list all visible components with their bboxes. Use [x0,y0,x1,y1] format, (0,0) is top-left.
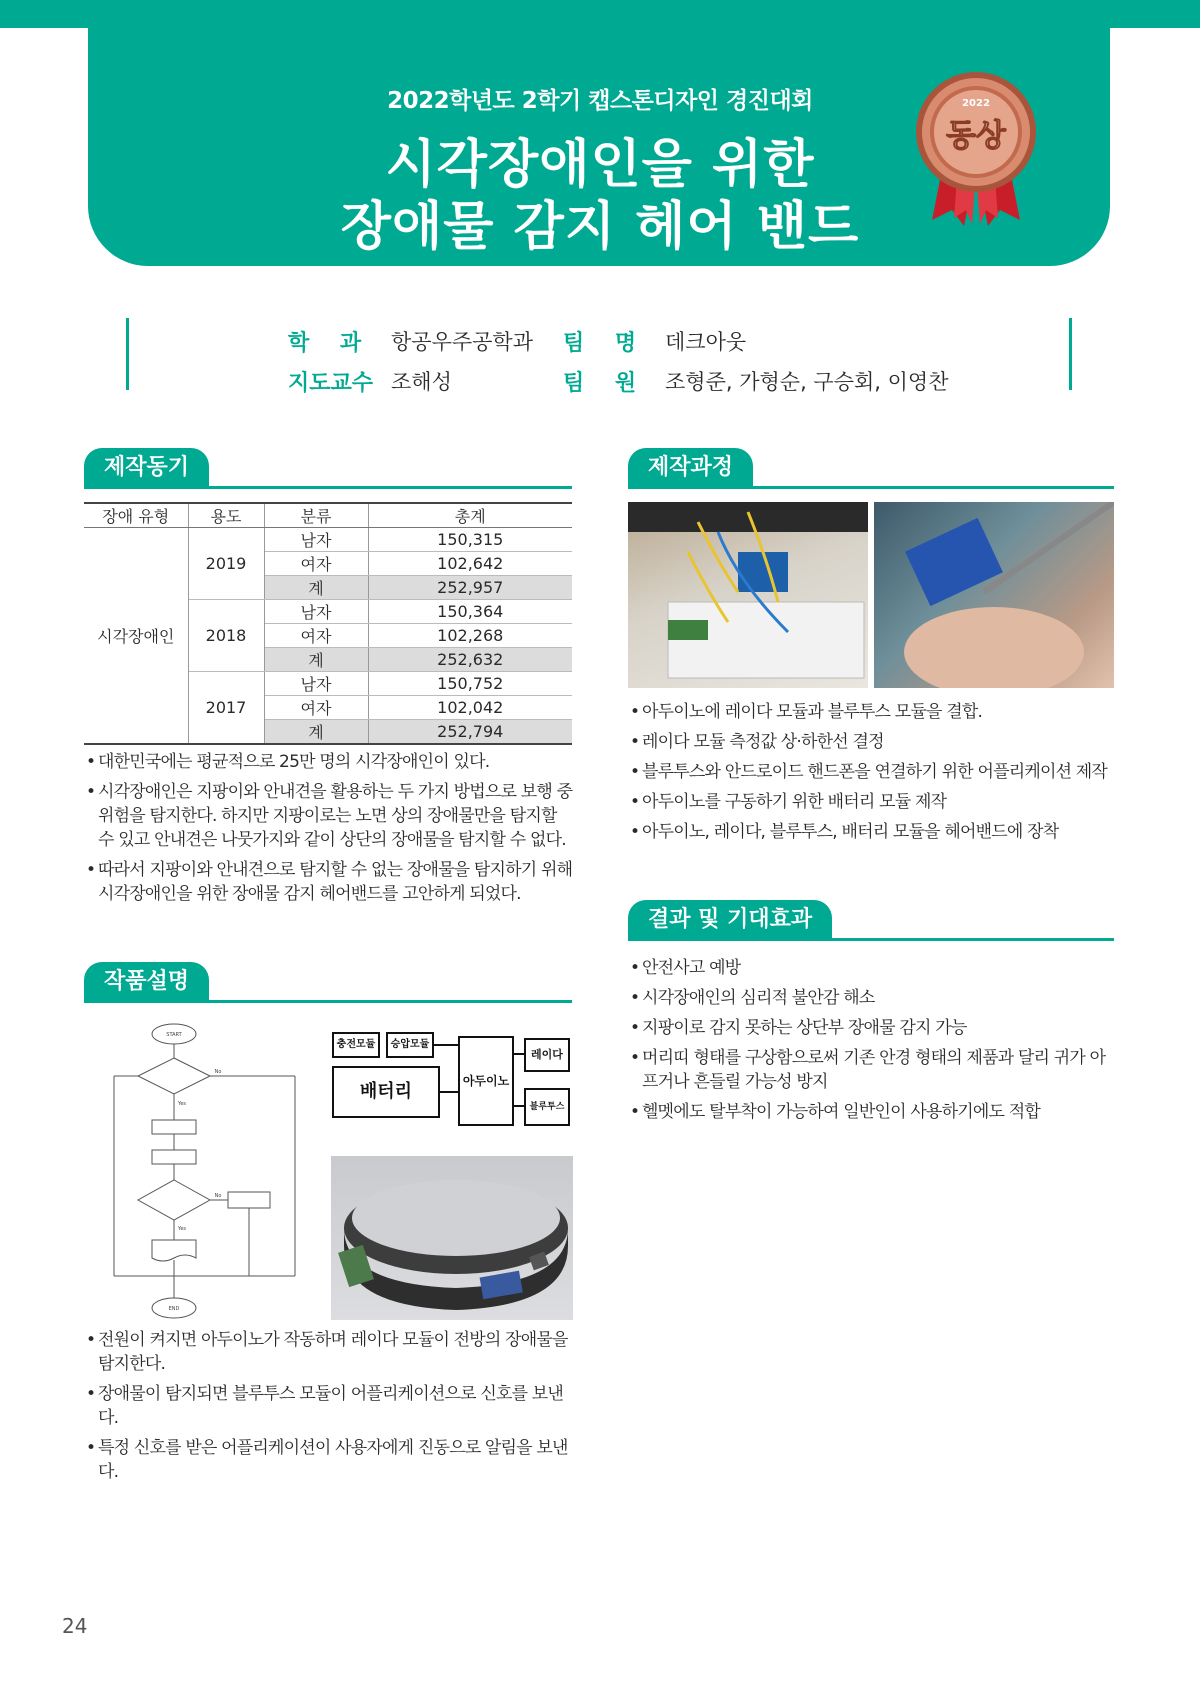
breadboard-photo [628,502,868,688]
list-item: • 장애물이 탐지되면 블루투스 모듈이 어플리케이션으로 신호를 보낸다. [86,1382,574,1430]
flow-no-label: No [214,1069,222,1075]
total-cell: 252,957 [368,576,572,600]
section-description-title: 작품설명 [84,962,209,1002]
list-item: • 레이다 모듈 측정값 상·하한선 결정 [630,730,1116,754]
list-item: • 안전사고 예방 [630,956,1116,980]
flow-yes-label: Yes [177,1101,187,1107]
battery-box: 배터리 [332,1066,440,1118]
section-description-header [84,962,572,1002]
hairband-3d-render [331,1156,573,1320]
award-label: 동상 [946,118,1006,154]
flow-start-label: START [166,1032,182,1038]
section-results-title: 결과 및 기대효과 [628,900,832,940]
bronze-medal-icon [914,70,1038,230]
advisor-value: 조해성 [391,370,452,394]
category-cell: 계 [264,648,368,672]
category-cell: 남자 [264,600,368,624]
category-cell: 남자 [264,528,368,552]
project-title-line1: 시각장애인을 위한 [385,135,815,195]
list-item: • 따라서 지팡이와 안내견으로 탐지할 수 없는 장애물을 탐지하기 위해 시각장애인을 위한 장애물 감지 헤어밴드를 고안하게 되었다. [86,858,574,906]
advisor-label: 지도교수 [288,371,374,396]
list-item: • 시각장애인의 심리적 불안감 해소 [630,986,1116,1010]
category-cell: 남자 [264,672,368,696]
flow-yes-label: Yes [177,1226,187,1232]
total-cell: 252,632 [368,648,572,672]
list-item: • 머리띠 형태를 구상함으로써 기존 안경 형태의 제품과 달리 귀가 아프거나 흔들릴 가능성 방지 [630,1046,1116,1094]
section-motivation-title: 제작동기 [84,448,209,488]
year-cell: 2017 [188,672,264,745]
list-item: • 블루투스와 안드로이드 핸드폰을 연결하기 위한 어플리케이션 제작 [630,760,1116,784]
motivation-bullets [86,750,574,912]
table-header: 장애 유형 [84,503,188,528]
list-item: • 헬멧에도 탈부착이 가능하여 일반인이 사용하기에도 적합 [630,1100,1116,1124]
section-process-header [628,448,1114,488]
category-cell: 여자 [264,624,368,648]
table-header: 분류 [264,503,368,528]
category-cell: 계 [264,720,368,745]
hardware-block-diagram [330,1032,572,1132]
list-item: • 아두이노, 레이다, 블루투스, 배터리 모듈을 헤어밴드에 장착 [630,820,1116,844]
flow-no-label: No [214,1193,222,1199]
list-item: • 시각장애인은 지팡이와 안내견을 활용하는 두 가지 방법으로 보행 중 위험을 탐지한다. 하지만 지팡이로는 노면 상의 장애물만을 탐지할 수 있고 안내견은 나뭇가지와 같이 상단의 장애물을 탐지할 수 없다. [86,780,574,852]
category-cell: 여자 [264,552,368,576]
info-bar-left [126,318,129,390]
arduino-box: 아두이노 [458,1036,514,1126]
category-cell: 여자 [264,696,368,720]
contest-name: 2022학년도 2학기 캡스톤디자인 경진대회 [387,88,813,114]
list-item: • 지팡이로 감지 못하는 상단부 장애물 감지 가능 [630,1016,1116,1040]
team-name-label: 팀 명 [563,331,637,356]
table-row [84,528,572,552]
bluetooth-box: 블루투스 [524,1088,570,1126]
boost-module-box: 승압모듈 [386,1032,434,1058]
members-value: 조형준, 가형순, 구승회, 이영찬 [665,370,949,394]
category-cell: 계 [264,576,368,600]
team-name-value: 데크아웃 [665,330,747,354]
process-bullets [630,700,1116,850]
disability-type-cell: 시각장애인 [84,528,188,745]
project-title-line2: 장애물 감지 헤어 밴드 [340,197,860,257]
total-cell: 102,268 [368,624,572,648]
list-item: • 대한민국에는 평균적으로 25만 명의 시각장애인이 있다. [86,750,574,774]
total-cell: 252,794 [368,720,572,745]
total-cell: 102,642 [368,552,572,576]
list-item: • 전원이 켜지면 아두이노가 작동하며 레이다 모듈이 전방의 장애물을 탐지한다. [86,1328,574,1376]
section-process-title: 제작과정 [628,448,753,488]
table-header: 총계 [368,503,572,528]
flow-end-label: END [168,1306,180,1312]
radar-box: 레이다 [524,1038,570,1072]
page-number: 24 [62,1614,88,1638]
year-cell: 2018 [188,600,264,672]
info-bar-right [1069,318,1072,390]
table-header: 용도 [188,503,264,528]
soldering-photo [874,502,1114,688]
disability-stats-table [84,502,572,745]
results-bullets [630,956,1116,1130]
total-cell: 150,315 [368,528,572,552]
list-item: • 아두이노에 레이다 모듈과 블루투스 모듈을 결합. [630,700,1116,724]
year-cell: 2019 [188,528,264,600]
total-cell: 102,042 [368,696,572,720]
operation-flowchart [110,1020,300,1320]
members-label: 팀 원 [563,371,637,396]
total-cell: 150,364 [368,600,572,624]
section-results-header [628,900,1114,940]
dept-value: 항공우주공학과 [391,330,534,354]
list-item: • 아두이노를 구동하기 위한 배터리 모듈 제작 [630,790,1116,814]
total-cell: 150,752 [368,672,572,696]
charge-module-box: 충전모듈 [332,1032,380,1058]
description-bullets [86,1328,574,1490]
list-item: • 특정 신호를 받은 어플리케이션이 사용자에게 진동으로 알림을 보낸다. [86,1436,574,1484]
dept-label: 학 과 [288,331,362,356]
section-motivation-header [84,448,572,488]
award-year: 2022 [962,98,990,109]
